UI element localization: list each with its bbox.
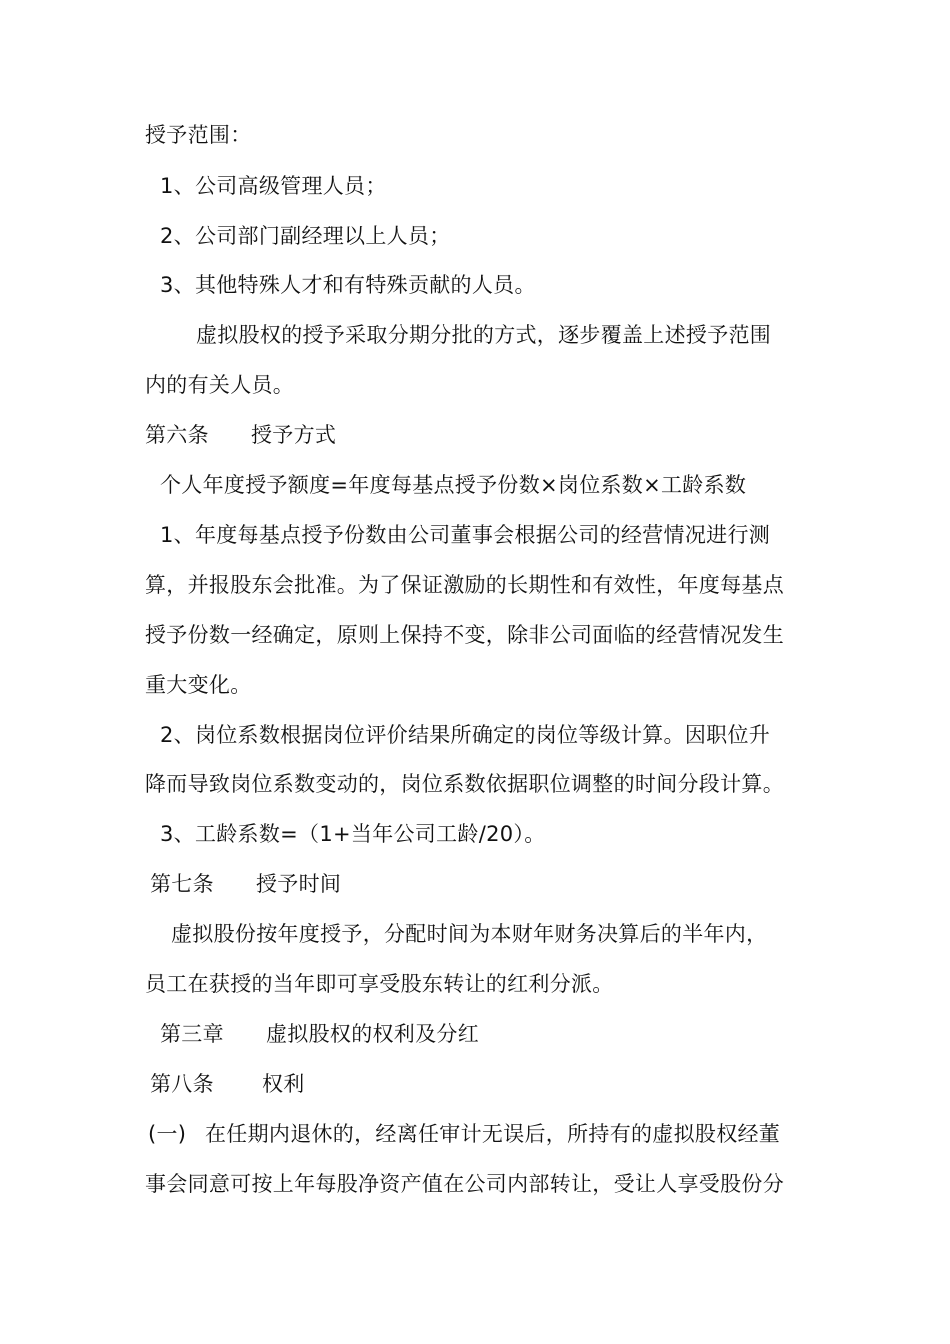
article-number: 第八条 — [150, 1072, 214, 1096]
paragraph-line: 3、工龄系数=（1+当年公司工龄/20）。 — [160, 822, 546, 846]
chapter-number: 第三章 — [160, 1022, 224, 1046]
paragraph-line: 在任期内退休的，经离任审计无误后，所持有的虚拟股权经董 — [205, 1122, 781, 1146]
paragraph-line: 重大变化。 — [145, 673, 252, 697]
article-title: 授予时间 — [256, 872, 342, 896]
article-title: 权利 — [262, 1072, 305, 1096]
list-item: 1、公司高级管理人员； — [160, 174, 387, 198]
article-title: 授予方式 — [251, 423, 337, 447]
article-number: 第六条 — [145, 423, 209, 447]
formula-line: 个人年度授予额度=年度每基点授予份数×岗位系数×工龄系数 — [160, 473, 747, 497]
list-item: 3、其他特殊人才和有特殊贡献的人员。 — [160, 273, 536, 297]
clause-number: (一) — [148, 1122, 187, 1146]
paragraph-line: 降而导致岗位系数变动的，岗位系数依据职位调整的时间分段计算。 — [145, 772, 784, 796]
section-heading-grant-scope: 授予范围： — [145, 123, 252, 147]
paragraph-line: 算，并报股东会批准。为了保证激励的长期性和有效性，年度每基点 — [145, 573, 784, 597]
article-number: 第七条 — [150, 872, 214, 896]
paragraph-line: 2、岗位系数根据岗位评价结果所确定的岗位等级计算。因职位升 — [160, 723, 771, 747]
paragraph-line: 虚拟股权的授予采取分期分批的方式，逐步覆盖上述授予范围 — [196, 323, 772, 347]
paragraph-line: 虚拟股份按年度授予，分配时间为本财年财务决算后的半年内， — [171, 922, 768, 946]
paragraph-line: 内的有关人员。 — [145, 373, 295, 397]
list-item: 2、公司部门副经理以上人员； — [160, 224, 451, 248]
chapter-title: 虚拟股权的权利及分红 — [266, 1022, 479, 1046]
paragraph-line: 1、年度每基点授予份数由公司董事会根据公司的经营情况进行测 — [160, 523, 771, 547]
paragraph-line: 事会同意可按上年每股净资产值在公司内部转让，受让人享受股份分 — [145, 1172, 784, 1196]
paragraph-line: 授予份数一经确定，原则上保持不变，除非公司面临的经营情况发生 — [145, 623, 784, 647]
paragraph-line: 员工在获授的当年即可享受股东转让的红利分派。 — [145, 972, 614, 996]
